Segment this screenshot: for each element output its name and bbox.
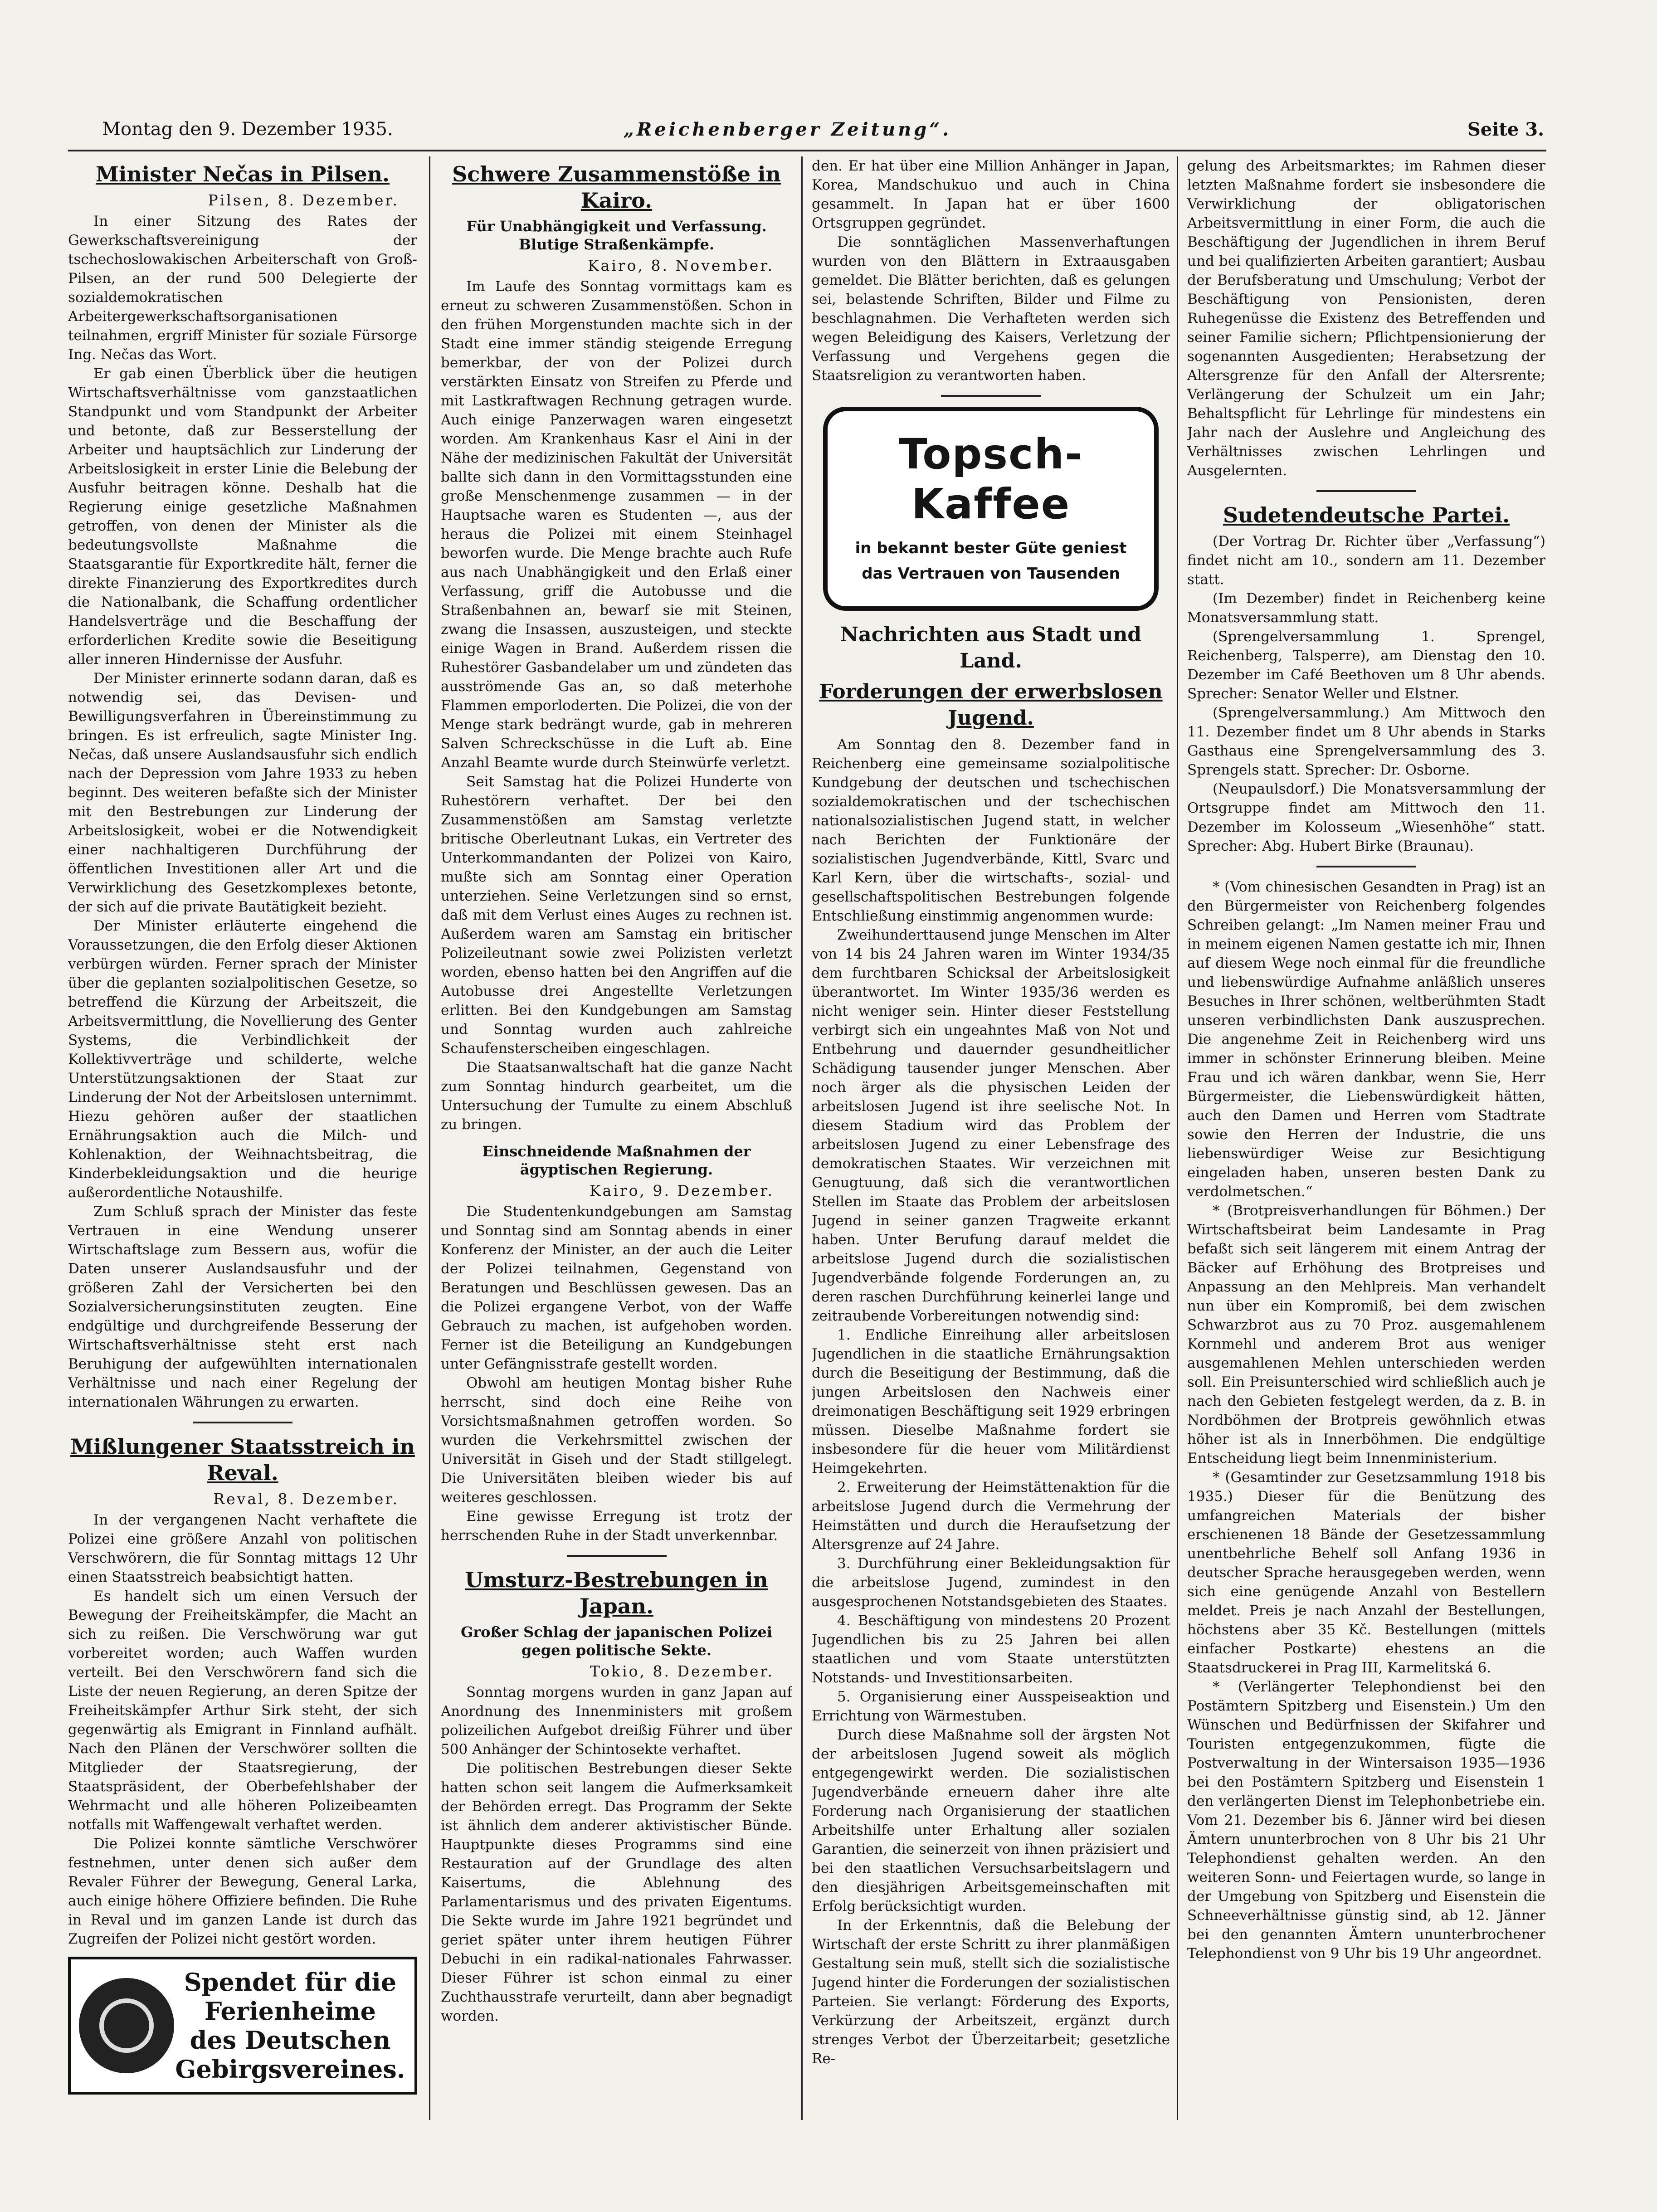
article-separator [193,1422,292,1423]
article-paragraph: 2. Erweiterung der Heimstättenaktion für die arbeitslose Jugend durch die Vermehrung der Heimstätten und durch die Heraufsetzung der Altersgrenze auf 24 Jahre. [812,1479,1170,1553]
article-paragraph: Es handelt sich um einen Versuch der Bewegung der Freiheitskämpfer, die Macht an sich zu reißen. Die Verschwörung war gut vorbereitet worden; auch Waffen wurden verteilt. Bei den Verschwörern fand sich die Liste der neuen Regierung, an deren Spitze der Freiheitskämpfer Arthur Sirk steht, der sich gegenwärtig als Emigrant in Finnland aufhält. Nach den Plänen der Verschwörer sollten die Mitglieder der Staatsregierung, der Staatspräsident, der Oberbefehlshaber der Wehrmacht und alle höheren Polizeibeamten notfalls mit Waffengewalt verhaftet werden. [68,1588,417,1833]
article-paragraph: Zum Schluß sprach der Minister das feste Vertrauen in eine Wendung unserer Wirtschaftslage zum Bessern aus, wofür die Daten unserer Auslandsausfuhr und der größeren Zahl der Versicherten bei den Sozialversicherungsinstituten zeugten. Eine endgültige und durchgreifende Besserung der Wirtschaftsverhältnisse steht erst nach Beruhigung der aufgewühlten internationalen Verhältnisse und nach einer Regelung der internationalen Währungen zu erwarten. [68,1203,417,1410]
article-paragraph: 5. Organisierung einer Ausspeiseaktion und Errichtung von Wärmestuben. [812,1689,1170,1724]
article-paragraph: den. Er hat über eine Million Anhänger in Japan, Korea, Mandschukuo und auch in China gesammelt. In Japan hat er über 1600 Ortsgruppen gegründet. [812,158,1170,231]
dateline-tokio: Tokio, 8. Dezember. [590,1662,774,1680]
column-rule-2 [801,156,803,2120]
column-rule-3 [1177,156,1178,2120]
news-item: * (Vom chinesischen Gesandten in Prag) ist an den Bürgermeister von Reichenberg folgendes Schreiben gelangt: „Im Namen meiner Frau und in meinem eigenen Namen gestatte ich mir, Ihnen auf diesem Wege noch einmal für die freundliche und liebenswürdige Aufnahme anläßlich unseres Besuches in Ihrer schönen, weltberühmten Stadt unseren verbindlichsten Dank auszusprechen. Die angenehme Zeit in Reichenberg wird uns immer in schönster Erinnerung bleiben. Meine Frau und ich wären dankbar, wenn Sie, Herr Bürgermeister, die Liebenswürdigkeit hätten, auch den Damen und Herren vom Stadtrate sowie den Herren der Industrie, die uns liebenswürdiger Weise zur Besichtigung eingeladen haben, unseren besten Dank zu verdolmetschen.“ [1187,879,1545,1200]
section-heading: Nachrichten aus Stadt und Land. [840,623,1142,672]
article-paragraph: Die Studentenkundgebungen am Samstag und Sonntag sind am Sonntag abends in einer Konferenz der Minister, an der auch die Leiter der Polizei teilnahmen, Gegenstand von Beratungen und Beschlüssen gewesen. Das an die Polizei ergangene Verbot, von der Waffe Gebrauch zu machen, ist aufgehoben worden. Ferner ist die Beteiligung an Kundgebungen unter Gefängnisstrafe gestellt worden. [441,1203,792,1372]
advertisement-topsch-kaffee [823,407,1159,611]
article-paragraph: Die sonntäglichen Massenverhaftungen wurden von den Blättern in Extraausgaben gemeldet. Die Blätter berichten, daß es gelungen sei, belastende Schriften, Bilder und Filme zu beschlagnahmen. Die Verhafteten werden sich wegen Beleidigung des Kaisers, Verletzung der Verfassung und Vergehens gegen die Staatsreligion zu verantworten haben. [812,234,1170,384]
subheadline-egypt-measures: Einschneidende Maßnahmen der ägyptischen Regierung. [482,1143,751,1178]
article-paragraph: Obwohl am heutigen Montag bisher Ruhe herrscht, sind doch eine Reihe von Vorsichtsmaßnahmen getroffen worden. So wurden die Verkehrsmittel zwischen der Universität in Giseh und der Stadt stillgelegt. Die Universitäten bleiben wieder bis auf weiteres geschlossen. [441,1375,792,1506]
gebirgsverein-logo-icon [79,1978,174,2073]
article-paragraph: Der Minister erläuterte eingehend die Voraussetzungen, die den Erfolg dieser Aktionen verbürgen würden. Ferner sprach der Minister über die geplanten sozialpolitischen Gesetze, so betreffend die Kürzung der Arbeitszeit, die Arbeitsvermittlung, die Novellierung des Genter Systems, die Verbindlichkeit der Kollektivverträge und schilderte, welche Unterstützungsaktionen der Staat zur Linderung der Not der Arbeitslosen unternimmt. Hiezu gehören außer der staatlichen Ernährungsaktion auch die Milch- und Kohlenaktion, der Weihnachtsbeitrag, die Kinderbekleidungsaktion und die heurige außerordentliche Notaushilfe. [68,918,417,1201]
column-1 [68,156,417,2124]
dateline-reval: Reval, 8. Dezember. [213,1490,399,1508]
column-3 [812,156,1170,2124]
header-page-number: Seite 3. [1467,119,1544,140]
article-separator [1316,490,1416,492]
headline-japan: Umsturz-Bestrebungen in Japan. [465,1568,768,1618]
column-rule-1 [429,156,430,2120]
article-separator [567,1555,667,1557]
header-paper-title: „Reichenberger Zeitung“. [624,119,952,140]
ad-line: Spendet für die [184,1968,397,1997]
page-header [102,119,1544,146]
article-paragraph: 4. Beschäftigung von mindestens 20 Prozent Jugendlichen bis zu 25 Jahren bei allen staatlichen und vom Staate unterstützten Notstands- und Investitionsarbeiten. [812,1613,1170,1686]
news-item: (Neupaulsdorf.) Die Monatsversammlung der Ortsgruppe findet am Mittwoch den 11. Dezember im Kolosseum „Wiesenhöhe“ statt. Sprecher: Abg. Hubert Birke (Braunau). [1187,781,1545,854]
column-2 [441,156,792,2124]
ad-line: das Vertrauen von Tausenden [862,565,1120,583]
ad-line: des Deutschen [190,2026,391,2055]
article-paragraph: Eine gewisse Erregung ist trotz der herrschenden Ruhe in der Stadt unverkennbar. [441,1508,792,1544]
dateline-pilsen: Pilsen, 8. Dezember. [208,191,399,209]
news-item: * (Verlängerter Telephondienst bei den Postämtern Spitzberg und Eisenstein.) Um den Wünschen und Bedürfnissen der Skifahrer und Touristen entgegenzukommen, fügte die Postverwaltung in der Wintersaison 1935—1936 bei den Postämtern Spitzberg und Eisenstein 1 den verlängerten Dienst im Telephonbetriebe ein. Vom 21. Dezember bis 6. Jänner wird bei diesen Ämtern ununterbrochen von 8 Uhr bis 21 Uhr Telephondienst gehalten werden. An den weiteren Sonn- und Feiertagen wurde, so lange in der Umgebung von Spitzberg und Eisenstein die Schneeverhältnisse günstig sind, ab 12. Jänner bei den genannten Ämtern ununterbrochener Telephondienst von 9 Uhr bis 19 Uhr angeordnet. [1187,1679,1545,1962]
ad-line: Ferienheime [205,1997,376,2026]
advertisement-gebirgsverein [68,1957,417,2095]
news-item: (Sprengelversammlung.) Am Mittwoch den 11. Dezember findet um 8 Uhr abends in Starks Gasthaus eine Sprengelversammlung des 3. Sprengels statt. Sprecher: Dr. Osborne. [1187,705,1545,778]
article-paragraph: Der Minister erinnerte sodann daran, daß es notwendig sei, das Devisen- und Bewilligungsverfahren in Übereinstimmung zu bringen. Es ist erfreulich, sagte Minister Ing. Nečas, daß unsere Auslandsausfuhr sich endlich nach der Depression vom Jahre 1933 zu heben beginnt. Des weiteren befaßte sich der Minister mit den Bestrebungen zur Linderung der Arbeitslosigkeit, wobei er die Notwendigkeit einer nachhaltigeren Durchführung der öffentlichen Investitionen aller Art und die Verwirklichung des Gesetzkomplexes betonte, der sich auf die private Bautätigkeit bezieht. [68,670,417,915]
article-paragraph: In der Erkenntnis, daß die Belebung der Wirtschaft der erste Schritt zu ihrer planmäßigen Gestaltung sein muß, stellt sich die sozialistische Jugend hinter die Forderungen der sozialistischen Parteien. Sie verlangt: Förderung des Exports, Verkürzung der Arbeitszeit, ergänzt durch strenges Verbot der Überzeitarbeit; gesetzliche Re- [812,1917,1170,2067]
ad-line: Gebirgsvereines. [175,2055,405,2084]
article-paragraph: Sonntag morgens wurden in ganz Japan auf Anordnung des Innenministers mit großem polizeilichen Aufgebot dreißig Führer und über 500 Anhänger der Schintosekte verhaftet. [441,1684,792,1758]
article-paragraph: 1. Endliche Einreihung aller arbeitslosen Jugendlichen in die staatliche Ernährungsaktion durch die Beseitigung der Bestimmung, daß die jungen Arbeitslosen den Nachweis einer dreimonatigen Beschäftigung seit 1929 erbringen müssen. Dieselbe Maßnahme fordert sie insbesondere für die heuer vom Militärdienst Heimgekehrten. [812,1327,1170,1476]
article-paragraph: Im Laufe des Sonntag vormittags kam es erneut zu schweren Zusammenstößen. Schon in den frühen Morgenstunden machte sich in der Stadt eine immer ständig steigende Erregung bemerkbar, der von der Polizei durch verstärkten Einsatz von Streifen zu Pferde und mit Lastkraftwagen Rechnung getragen wurde. Auch einige Panzerwagen waren eingesetzt worden. Am Krankenhaus Kasr el Aini in der Nähe der medizinischen Fakultät der Universität ballte sich dann in den Vormittagsstunden eine große Menschenmenge zusammen — in der Hauptsache waren es Studenten —, aus der heraus die Polizei mit einem Steinhagel beworfen wurde. Die Menge brachte auch Rufe aus nach Unabhängigkeit und den Erlaß einer Verfassung, griff die Autobusse und die Straßenbahnen an, bewarf sie mit Steinen, zwang die Insassen, auszusteigen, und steckte einige Wagen in Brand. Außerdem rissen die Ruhestörer Gasbandelaber um und zündeten das ausströmende Gas an, so daß meterhohe Flammen emporloderten. Die Polizei, die von der Menge stark bedrängt wurde, gab in mehreren Salven Schreckschüsse in die Luft ab. Eine Anzahl Beamte wurde durch Steinwürfe verletzt. [441,278,792,771]
article-paragraph: 3. Durchführung einer Bekleidungsaktion für die arbeitslose Jugend, zumindest in den ausgesprochenen Notstandsgebieten des Staates. [812,1555,1170,1610]
article-paragraph: Am Sonntag den 8. Dezember fand in Reichenberg eine gemeinsame sozialpolitische Kundgebung der deutschen und tschechischen sozialdemokratischen und der tschechischen nationalsozialistischen Jugend statt, in welcher nach Berichten der Funktionäre der sozialistischen Jugendverbände, Kittl, Svarc und Karl Kern, über die wirtschafts-, sozial- und gesellschaftspolitischen Bestrebungen folgende Entschließung einstimmig angenommen wurde: [812,736,1170,924]
news-item: * (Brotpreisverhandlungen für Böhmen.) Der Wirtschaftsbeirat beim Landesamte in Prag befaßt sich seit längerem mit einem Antrag der Bäcker auf Erhöhung des Brotpreises und Anpassung an den Mehlpreis. Man verhandelt nun über ein Kompromiß, bei dem zwischen Schwarzbrot aus zu 70 Proz. ausgemahlenem Kornmehl und anderem Brot aus weniger ausgemahlenen Mehlen unterschieden werden soll. Ein Preisunterschied wird schließlich auch je nach den Gebieten festgelegt werden, da z. B. in Nordböhmen der Brotpreis gewöhnlich etwas höher ist als in Innerböhmen. Die endgültige Entscheidung liegt beim Innenministerium. [1187,1203,1545,1467]
article-paragraph: Durch diese Maßnahme soll der ärgsten Not der arbeitslosen Jugend soweit als möglich entgegengewirkt werden. Die sozialistischen Jugendverbände erneuern daher ihre alte Forderung nach Organisierung der staatlichen Arbeitshilfe unter Erhaltung aller sozialen Garantien, die seinerzeit von ihnen präzisiert und bei den staatlichen Versuchsarbeitslagern und den diesjährigen Arbeitsgemeinschaften mit Erfolg berücksichtigt wurden. [812,1727,1170,1915]
headline-reval: Mißlungener Staatsstreich in Reval. [70,1434,415,1485]
article-paragraph: gelung des Arbeitsmarktes; im Rahmen dieser letzten Maßnahme fordert sie insbesondere die Verwirklichung der obligatorischen Arbeitsvermittlung in einer Form, die auch die Beschäftigung der Jugendlichen in ihrem Beruf und bei qualifizierten Arbeiten garantiert; Ausbau der Berufsberatung und Umschulung; Verbot der Beschäftigung von Pensionisten, deren Ruhegenüsse die Existenz des Betreffenden und seiner Familie sichern; Pflichtpensionierung der sogenannten Ausgedienten; Herabsetzung der Altersgrenze für den Anfall der Altersrente; Verlängerung der Schulzeit um ein Jahr; Behaltspflicht für Lehrlinge für mindestens ein Jahr nach der Auslehre und Angleichung des Verhältnisses zwischen Lehrlingen und Ausgelernten. [1187,158,1545,479]
headline-minister-necas: Minister Nečas in Pilsen. [95,162,390,186]
header-date: Montag den 9. Dezember 1935. [102,119,393,140]
subheadline-japan: Großer Schlag der japanischen Polizei gegen politische Sekte. [460,1623,773,1659]
ad-brand: Topsch-Kaffee [898,430,1083,528]
subheadline-kairo: Für Unabhängigkeit und Verfassung. Blutige Straßenkämpfe. [466,218,767,253]
headline-jugend: Forderungen der erwerbslosen Jugend. [819,680,1163,730]
article-paragraph: In einer Sitzung des Rates der Gewerkschaftsvereinigung der tschechoslowakischen Arbeiterschaft von Groß-Pilsen, an der rund 500 Delegierte der sozialdemokratischen Arbeitergewerkschaftsorganisationen teilnahmen, ergriff Minister für soziale Fürsorge Ing. Nečas das Wort. [68,213,417,363]
news-item: (Sprengelversammlung 1. Sprengel, Reichenberg, Talsperre), am Dienstag den 10. Dezember im Café Beethoven um 8 Uhr abends. Sprecher: Senator Weller und Elstner. [1187,629,1545,702]
article-paragraph: Die Polizei konnte sämtliche Verschwörer festnehmen, unter denen sich außer dem Revaler Führer der Bewegung, General Larka, auch einige höhere Offiziere befinden. Die Ruhe in Reval und im ganzen Lande ist durch das Zugreifen der Polizei nicht gestört worden. [68,1836,417,1947]
article-separator [941,395,1041,397]
header-rule [68,150,1546,151]
dateline-kairo-2: Kairo, 9. Dezember. [590,1182,774,1199]
article-paragraph: Er gab einen Überblick über die heutigen Wirtschaftsverhältnisse vom ganzstaatlichen Standpunkt und vom Standpunkt der Arbeiter und betonte, daß zur Besserstellung der Arbeiter und hauptsächlich zur Linderung der Arbeitslosigkeit in erster Linie die Belebung der Ausfuhr beitragen könne. Deshalb hat die Regierung einige gesetzliche Maßnahmen getroffen, von denen der Minister als die bedeutungsvollste Maßnahme die Staatsgarantie für Exportkredite hält, ferner die direkte Finanzierung des Exportkredites durch die Nationalbank, die Schaffung ordentlicher Handelsverträge und die Beschaffung der erforderlichen Kredite sowie die Beseitigung aller inneren Hindernisse der Ausfuhr. [68,365,417,667]
news-item: (Im Dezember) findet in Reichenberg keine Monatsversammlung statt. [1187,590,1545,626]
article-paragraph: Seit Samstag hat die Polizei Hunderte von Ruhestörern verhaftet. Der bei den Zusammenstößen am Samstag verletzte britische Oberleutnant Lukas, ein Vertreter des Unterkommandanten der Polizei von Kairo, mußte sich am Sonntag einer Operation unterziehen. Seine Verletzungen sind so ernst, daß mit dem Verlust eines Auges zu rechnen ist. Außerdem waren am Samstag ein britischer Polizeileutnant sowie zwei Polizisten verletzt worden, ebenso hatten bei den Angriffen auf die Autobusse drei Angestellte Verletzungen erlitten. Bei den Kundgebungen am Samstag und Sonntag wurden auch zahlreiche Schaufensterscheiben eingeschlagen. [441,774,792,1057]
article-paragraph: Zweihunderttausend junge Menschen im Alter von 14 bis 24 Jahren waren im Winter 1934/35 dem furchtbaren Schicksal der Arbeitslosigkeit überantwortet. Im Winter 1935/36 werden es nicht weniger sein. Hinter dieser Feststellung verbirgt sich ein ungeahntes Maß von Not und Entbehrung und dauernder gesundheitlicher Schädigung tausender junger Menschen. Aber noch ärger als die physischen Leiden der arbeitslosen Jugend ist ihre seelische Not. In diesem Stadium wird das Problem der arbeitslosen Jugend zu einer Lebensfrage des demokratischen Staates. Wir verzeichnen mit Genugtuung, daß sich die verantwortlichen Stellen im Staate das Problem der arbeitslosen Jugend in seiner ganzen Tragweite erkannt haben. Unter Berufung darauf meldet die arbeitslose Jugend durch die sozialistischen Jugendverbände folgende Forderungen an, zu deren raschen Durchführung keinerlei lange und zeitraubende Vorbereitungen notwendig sind: [812,927,1170,1324]
news-item: (Der Vortrag Dr. Richter über „Verfassung“) findet nicht am 10., sondern am 11. Dezember statt. [1187,533,1545,588]
news-item: * (Gesamtinder zur Gesetzsammlung 1918 bis 1935.) Dieser für die Benützung des umfangreichen Materials der bisher erschienenen 18 Bände der Gesetzessammlung unentbehrliche Behelf soll Anfang 1936 in deutscher Sprache herausgegeben werden, wenn sich eine genügende Anzahl von Bestellern meldet. Preis je nach Anzahl der Bestellungen, höchstens aber 35 Kč. Bestellungen (mittels einfacher Postkarte) ehestens an die Staatsdruckerei in Prag III, Karmelitská 6. [1187,1469,1545,1676]
article-paragraph: In der vergangenen Nacht verhaftete die Polizei eine größere Anzahl von politischen Verschwörern, die für Sonntag mittags 12 Uhr einen Staatsstreich beabsichtigt hatten. [68,1512,417,1585]
article-paragraph: Die politischen Bestrebungen dieser Sekte hatten schon seit langem die Aufmerksamkeit der Behörden erregt. Das Programm der Sekte ist ähnlich dem anderer aktivistischer Bünde. Hauptpunkte dieses Programms sind eine Restauration auf der Grundlage des alten Kaisertums, die Ablehnung des Parlamentarismus und des privaten Eigentums. Die Sekte wurde im Jahre 1921 begründet und geriet später unter ihrem heutigen Führer Debuchi in ein radikal-nationales Fahrwasser. Dieser Führer ist schon einmal zu einer Zuchthausstrafe verurteilt, dann aber begnadigt worden. [441,1760,792,2024]
headline-sdp: Sudetendeutsche Partei. [1223,503,1510,527]
article-paragraph: Die Staatsanwaltschaft hat die ganze Nacht zum Sonntag hindurch gearbeitet, um die Untersuchung der Tumulte zu einem Abschluß zu bringen. [441,1059,792,1133]
dateline-kairo: Kairo, 8. November. [588,257,774,274]
ad-line: in bekannt bester Güte geniest [855,539,1127,557]
article-separator [1316,866,1416,867]
column-4 [1187,156,1545,2124]
headline-kairo: Schwere Zusammenstöße in Kairo. [452,162,781,213]
